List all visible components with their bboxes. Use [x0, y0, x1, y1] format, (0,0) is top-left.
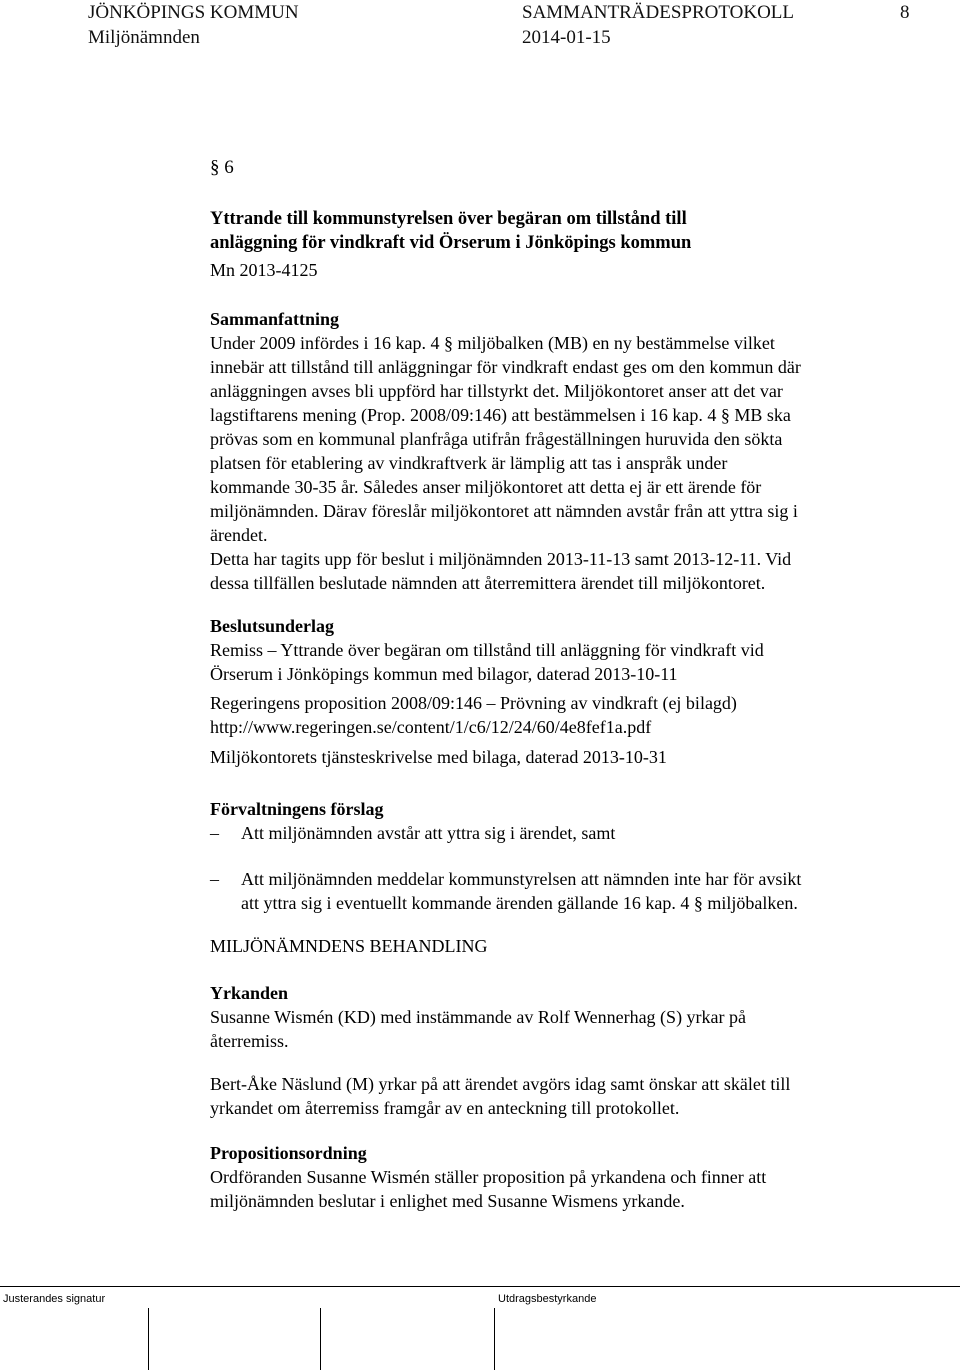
basis-item-line: Örserum i Jönköpings kommun med bilagor, daterad 2013-10-11: [210, 664, 678, 684]
summary-line: dessa tillfällen beslutade nämnden att återremittera ärendet till miljökontoret.: [210, 573, 766, 593]
basis-item-link[interactable]: http://www.regeringen.se/content/1/c6/12/24/60/4e8fef1a.pdf: [210, 717, 652, 737]
section-title-line: Yttrande till kommunstyrelsen över begäran om tillstånd till: [210, 209, 687, 229]
proposal-dash: –: [210, 823, 219, 843]
motion-line: Bert-Åke Näslund (M) yrkar på att ärendet avgörs idag samt önskar att skälet till: [210, 1074, 791, 1094]
section-title-line: anläggning för vindkraft vid Örserum i Jönköpings kommun: [210, 233, 692, 253]
basis-item-line: Remiss – Yttrande över begäran om tillstånd till anläggning för vindkraft vid: [210, 640, 764, 660]
proposition-order-line: miljönämnden beslutar i enlighet med Susanne Wismens yrkande.: [210, 1191, 685, 1211]
section-title: [210, 207, 910, 255]
proposition-order-heading: Propositionsordning: [210, 1143, 367, 1163]
section-number: § 6: [210, 157, 234, 178]
proposal-item-line: att yttra sig i eventuellt kommande ärenden gällande 16 kap. 4 § miljöbalken.: [241, 893, 798, 913]
summary-line: prövas som en kommunal planfråga utifrån frågeställningen huruvida den sökta: [210, 429, 783, 449]
summary-line: ärendet.: [210, 525, 268, 545]
summary-heading: Sammanfattning: [210, 309, 340, 329]
document-type: SAMMANTRÄDESPROTOKOLL: [522, 2, 795, 23]
summary-line: Under 2009 infördes i 16 kap. 4 § miljöbalken (MB) en ny bestämmelse vilket: [210, 333, 775, 353]
summary-line: lagstiftarens mening (Prop. 2008/09:146) att bestämmelsen i 16 kap. 4 § MB ska: [210, 405, 791, 425]
motion-paragraph: [210, 1005, 910, 1053]
signature-box-divider: [148, 1308, 149, 1370]
case-number: Mn 2013-4125: [210, 260, 318, 280]
footer-divider: [0, 1286, 960, 1287]
proposal-heading: Förvaltningens förslag: [210, 799, 384, 819]
motion-line: Susanne Wismén (KD) med instämmande av Rolf Wennerhag (S) yrkar på: [210, 1007, 747, 1027]
signature-box-divider: [320, 1308, 321, 1370]
proposition-order-line: Ordföranden Susanne Wismén ställer proposition på yrkandena och finner att: [210, 1167, 767, 1187]
basis-item: [210, 691, 910, 739]
proposal-item-line: Att miljönämnden meddelar kommunstyrelsen att nämnden inte har för avsikt: [241, 869, 802, 889]
basis-item: Miljökontorets tjänsteskrivelse med bilaga, daterad 2013-10-31: [210, 747, 667, 767]
proposal-item: [241, 867, 941, 915]
page-number: 8: [900, 2, 910, 23]
proposal-dash: –: [210, 869, 219, 889]
summary-line: innebär att tillstånd till anläggningar för vindkraft endast ges om den kommun där: [210, 357, 801, 377]
handling-heading: MILJÖNÄMNDENS BEHANDLING: [210, 936, 488, 956]
committee-name: Miljönämnden: [88, 27, 200, 48]
summary-body: [210, 331, 910, 595]
extract-label: Utdragsbestyrkande: [498, 1293, 597, 1305]
summary-line: anläggningen avses bli uppförd har tillstyrkt det. Miljökontoret anser att det var: [210, 381, 783, 401]
basis-item: [210, 638, 910, 686]
summary-line: miljönämnden. Därav föreslår miljökontoret att nämnden avstår från att yttra sig i: [210, 501, 798, 521]
proposition-order-body: [210, 1165, 910, 1213]
meeting-date: 2014-01-15: [522, 27, 611, 48]
basis-item-line: Regeringens proposition 2008/09:146 – Prövning av vindkraft (ej bilagd): [210, 693, 737, 713]
motion-line: yrkandet om återremiss framgår av en anteckning till protokollet.: [210, 1098, 680, 1118]
summary-line: kommande 30-35 år. Således anser miljökontoret att detta ej är ett ärende för: [210, 477, 762, 497]
summary-line: Detta har tagits upp för beslut i miljönämnden 2013-11-13 samt 2013-12-11. Vid: [210, 549, 792, 569]
motion-paragraph: [210, 1072, 910, 1120]
signature-box-divider: [494, 1308, 495, 1370]
signature-label: Justerandes signatur: [3, 1293, 106, 1305]
motion-line: återremiss.: [210, 1031, 289, 1051]
org-name: JÖNKÖPINGS KOMMUN: [88, 2, 299, 23]
basis-heading: Beslutsunderlag: [210, 616, 335, 636]
summary-line: platsen för etablering av vindkraftverk är lämplig att tas i anspråk under: [210, 453, 728, 473]
proposal-item: Att miljönämnden avstår att yttra sig i ärendet, samt: [241, 823, 616, 843]
motions-heading: Yrkanden: [210, 983, 289, 1003]
